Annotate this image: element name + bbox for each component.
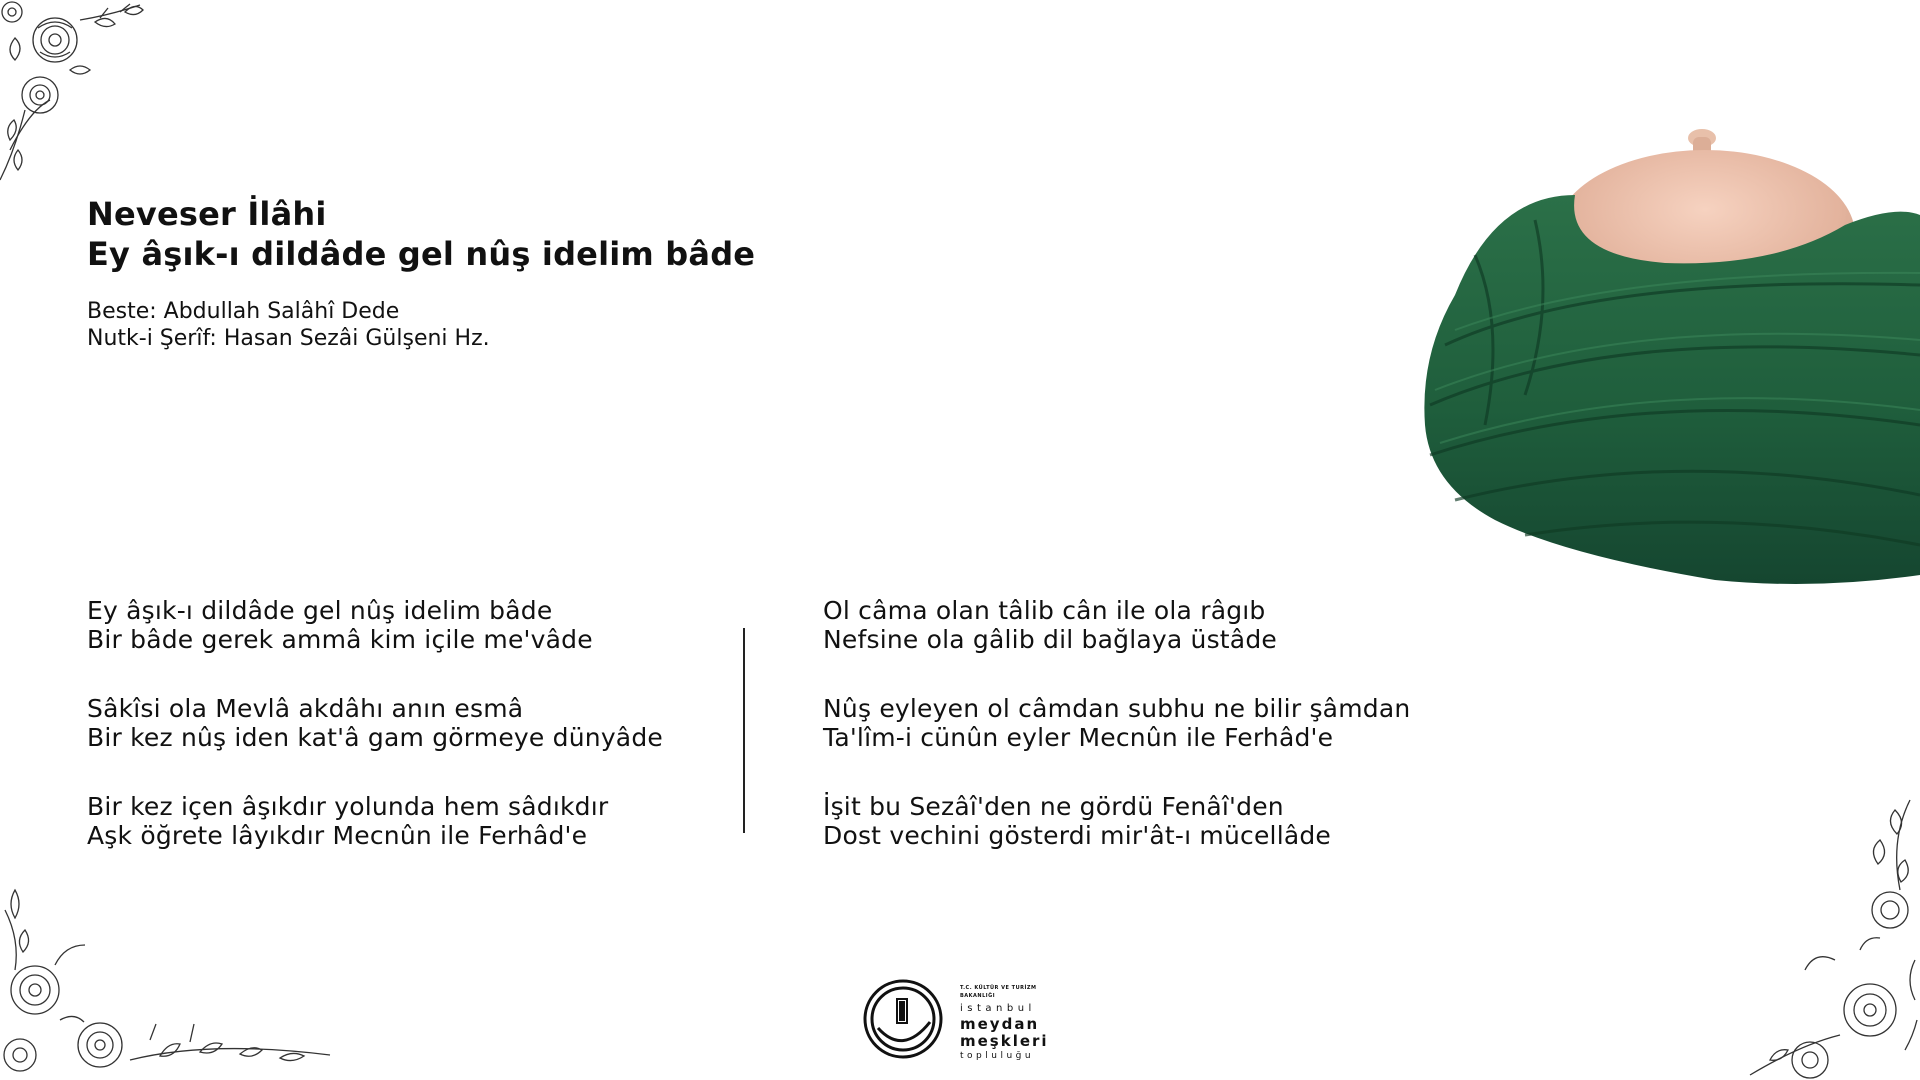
poem-line: Dost vechini gösterdi mir'ât-ı mücellâde xyxy=(823,821,1332,850)
poem-right-column xyxy=(823,596,1523,890)
page-subtitle: Ey âşık-ı dildâde gel nûş idelim bâde xyxy=(87,235,756,273)
page-title: Neveser İlâhi xyxy=(87,195,327,233)
floral-ornament-top-left xyxy=(0,0,180,200)
poem-line: Bir kez nûş iden kat'â gam görmeye dünyâde xyxy=(87,723,663,752)
organization-logo xyxy=(860,978,1060,1060)
poem-line: Ta'lîm-i cünûn eyler Mecnûn ile Ferhâd'e xyxy=(823,723,1334,752)
turban-image xyxy=(1415,125,1920,585)
credits xyxy=(87,298,987,352)
logo-group: topluluğu xyxy=(960,1051,1035,1061)
poem-line: Ol câma olan tâlib cân ile ola râgıb xyxy=(823,596,1266,625)
stanza xyxy=(823,596,1523,654)
logo-text xyxy=(960,984,1060,1063)
floral-ornament-bottom-left xyxy=(0,870,340,1080)
stanza xyxy=(87,792,707,850)
column-divider xyxy=(743,628,745,833)
logo-city: istanbul xyxy=(960,1003,1036,1014)
stanza xyxy=(823,792,1523,850)
logo-ministry: T.C. KÜLTÜR VE TURİZM BAKANLIĞI xyxy=(960,985,1037,999)
logo-name-line2: meşkleri xyxy=(960,1032,1049,1050)
lyricist-credit: Nutk-i Şerîf: Hasan Sezâi Gülşeni Hz. xyxy=(87,326,490,351)
floral-ornament-bottom-right xyxy=(1740,790,1920,1080)
poem-line: Aşk öğrete lâyıkdır Mecnûn ile Ferhâd'e xyxy=(87,821,588,850)
poem-line: Ey âşık-ı dildâde gel nûş idelim bâde xyxy=(87,596,553,625)
poem-line: Sâkîsi ola Mevlâ akdâhı anın esmâ xyxy=(87,694,524,723)
poem-line: Nefsine ola gâlib dil bağlaya üstâde xyxy=(823,625,1277,654)
stanza xyxy=(823,694,1523,752)
poem-left-column xyxy=(87,596,707,890)
stanza xyxy=(87,596,707,654)
poem-line: Bir bâde gerek ammâ kim içile me'vâde xyxy=(87,625,593,654)
composer-credit: Beste: Abdullah Salâhî Dede xyxy=(87,299,400,324)
logo-emblem-icon xyxy=(860,978,946,1060)
stanza xyxy=(87,694,707,752)
poem-line: Nûş eyleyen ol câmdan subhu ne bilir şâmdan xyxy=(823,694,1411,723)
poem-line: İşit bu Sezâî'den ne gördü Fenâî'den xyxy=(823,792,1284,821)
header-block xyxy=(87,194,987,352)
poem-line: Bir kez içen âşıkdır yolunda hem sâdıkdır xyxy=(87,792,609,821)
logo-name-line1: meydan xyxy=(960,1015,1040,1033)
